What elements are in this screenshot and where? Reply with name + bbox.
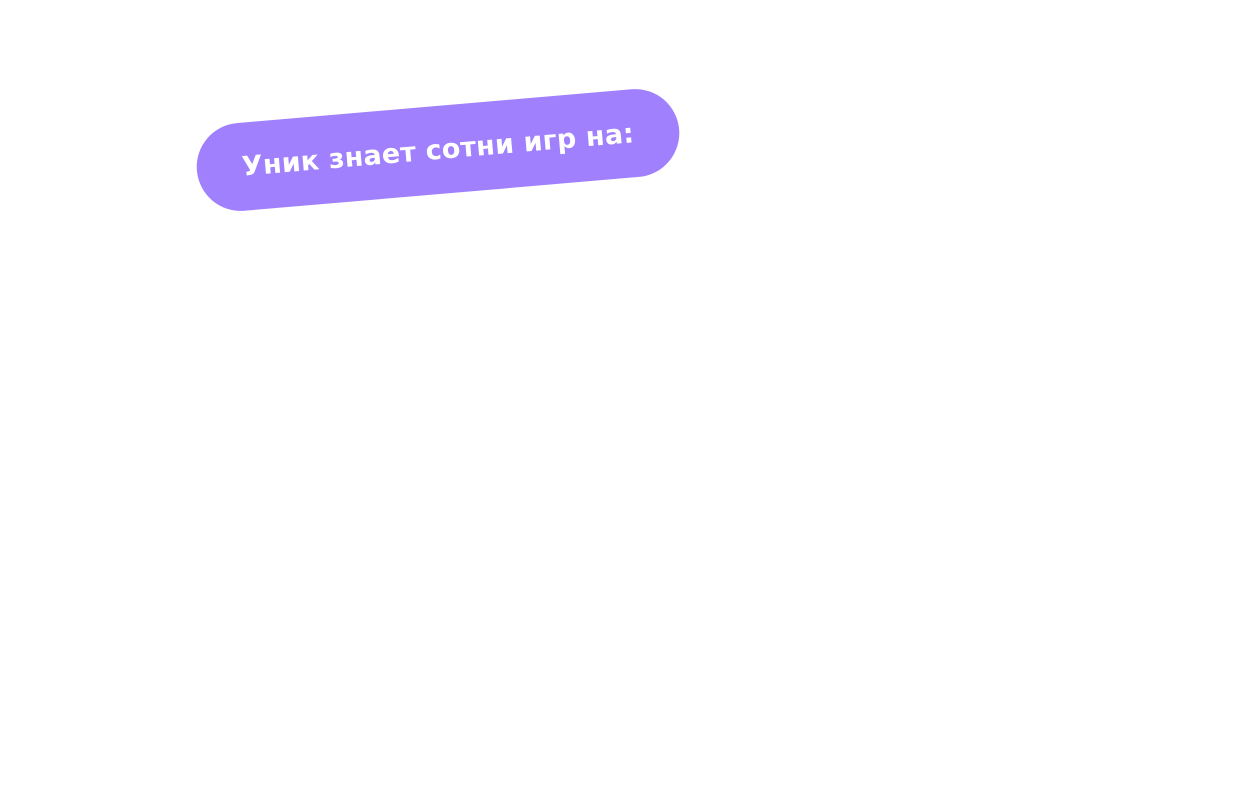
headline-badge-text: Уник знает сотни игр на: [240, 117, 636, 183]
headline-badge [193, 85, 683, 214]
